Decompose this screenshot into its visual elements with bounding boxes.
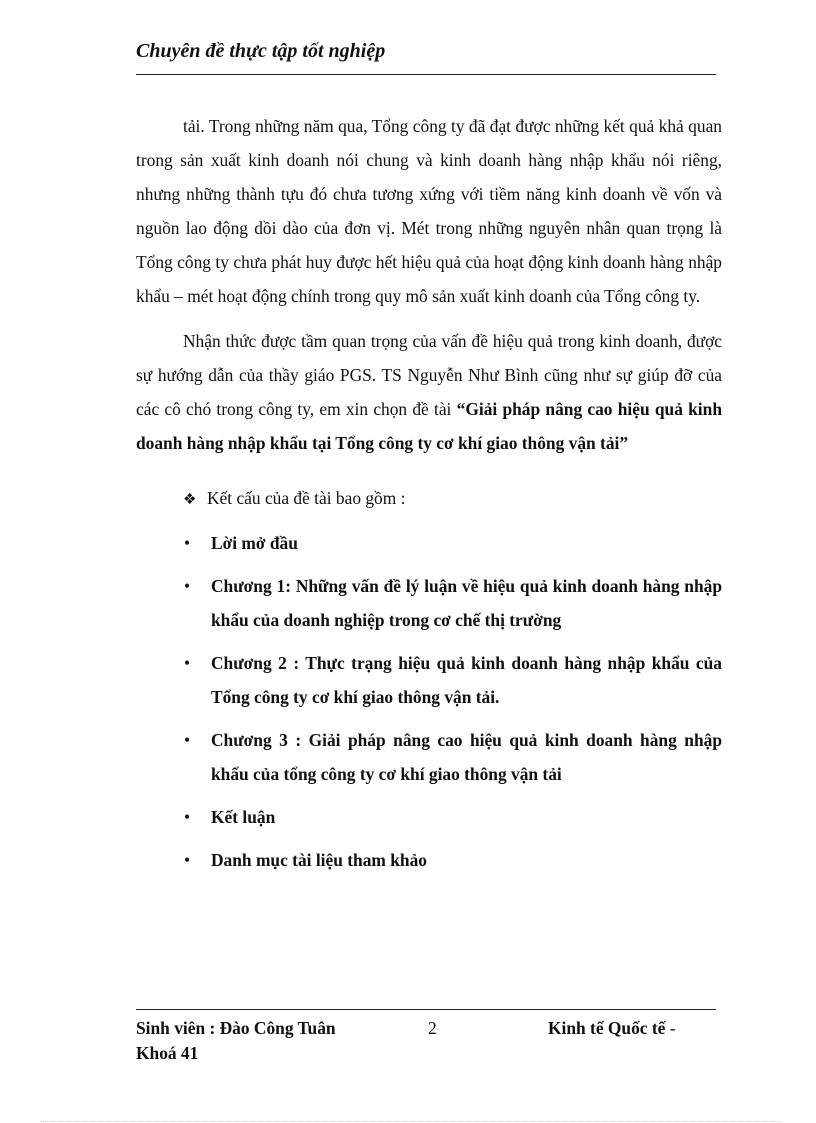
list-item-text: Kết luận — [211, 807, 276, 827]
list-item — [136, 843, 722, 877]
list-item — [136, 723, 722, 791]
bullet-icon: • — [184, 807, 191, 827]
footer-student: Sinh viên : Đào Công Tuân — [136, 1018, 336, 1038]
footer-dash: - — [669, 1018, 676, 1038]
footer-department-text: Kinh tế Quốc tế — [548, 1018, 666, 1038]
paragraph-2-text: Nhận thức được tầm quan trọng của vấn đề hiệu quả trong kinh doanh, được sự hướng dẫn của thầy giáo PGS. TS Nguyễn Như Bình cũng như sự giúp đỡ của các cô chó trong công ty, em xin chọn đề tài — [136, 331, 722, 419]
list-item-text: Chương 3 : Giải pháp nâng cao hiệu quả kinh doanh hàng nhập khẩu của tổng công ty cơ khí giao thông vận tải — [211, 730, 722, 784]
bullet-icon: • — [184, 533, 191, 553]
list-item — [136, 800, 722, 834]
document-body — [136, 109, 722, 877]
thesis-title: “Giải pháp nâng cao hiệu quả kinh doanh hàng nhập khẩu tại Tổng công ty cơ khí giao thông vận tải” — [136, 399, 722, 453]
list-item — [136, 569, 722, 637]
footer-divider — [136, 1009, 716, 1010]
list-item — [136, 646, 722, 714]
paragraph-1: tải. Trong những năm qua, Tổng công ty đã đạt được những kết quả khả quan trong sản xuất kinh doanh nói chung và kinh doanh hàng nhập khẩu nói riêng, nhưng những thành tựu đó chưa tương xứng với tiềm năng kinh doanh về vốn và nguồn lao động dồi dào của đơn vị. Mét trong những nguyên nhân quan trọng là Tổng công ty chưa phát huy được hết hiệu quả của hoạt động kinh doanh hàng nhập khẩu – mét hoạt động chính trong quy mô sản xuất kinh doanh của Tổng công ty. — [136, 116, 722, 306]
footer-class: Khoá 41 — [136, 1043, 199, 1063]
page-edge-dots — [40, 1121, 780, 1122]
page-footer — [136, 1016, 716, 1066]
paragraph-2 — [136, 324, 722, 460]
bullet-icon: • — [184, 653, 191, 673]
page-number: 2 — [428, 1018, 437, 1038]
list-item-text: Chương 1: Những vấn đề lý luận về hiệu quả kinh doanh hàng nhập khẩu của doanh nghiệp trong cơ chế thị trường — [211, 576, 722, 630]
list-item-text: Danh mục tài liệu tham khảo — [211, 850, 427, 870]
page-header-title: Chuyên đề thực tập tốt nghiệp — [136, 40, 386, 62]
list-item — [136, 526, 722, 560]
footer-department — [548, 1016, 676, 1041]
bullet-icon: • — [184, 850, 191, 870]
structure-list — [136, 526, 722, 877]
structure-intro — [136, 481, 722, 517]
bullet-icon: • — [184, 576, 191, 596]
header-divider — [136, 74, 716, 75]
structure-intro-text: Kết cấu của đề tài bao gồm : — [207, 488, 406, 508]
list-item-text: Chương 2 : Thực trạng hiệu quả kinh doanh hàng nhập khẩu của Tổng công ty cơ khí giao thông vận tải. — [211, 653, 722, 707]
bullet-icon: • — [184, 730, 191, 750]
list-item-text: Lời mở đầu — [211, 533, 298, 553]
diamond-bullet-icon: ❖ — [183, 492, 197, 508]
